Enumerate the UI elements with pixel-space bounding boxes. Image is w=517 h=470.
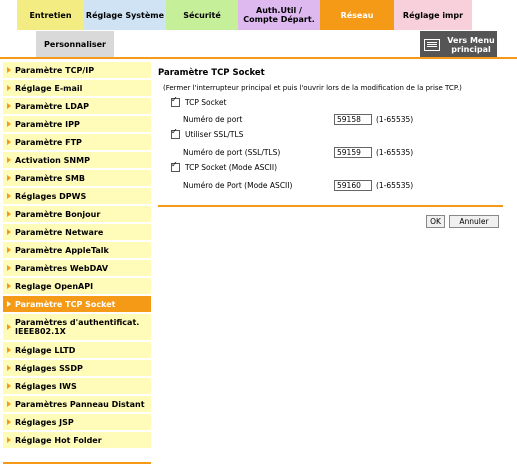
sidebar-item-dpws[interactable]: Réglages DPWS — [3, 188, 151, 205]
port-input[interactable] — [334, 114, 372, 125]
main-menu-label: Vers Menu principal — [447, 35, 495, 54]
tab-auth-util[interactable]: Auth.Util / Compte Départ. — [238, 0, 320, 30]
sidebar-item-ftp[interactable]: Paramètre FTP — [3, 134, 151, 151]
sidebar-item-ssdp[interactable]: Réglages SSDP — [3, 360, 151, 377]
sidebar-item-netware[interactable]: Paramètre Netware — [3, 224, 151, 241]
tcp-socket-checkbox[interactable] — [171, 98, 180, 107]
ssl-tls-checkbox[interactable] — [171, 130, 180, 139]
port-label: Numéro de port — [183, 115, 243, 124]
tab-reseau[interactable]: Réseau — [320, 0, 394, 30]
sidebar-item-bonjour[interactable]: Paramètre Bonjour — [3, 206, 151, 223]
top-tab-bar — [0, 0, 517, 30]
ascii-port-range: (1-65535) — [376, 181, 414, 190]
ascii-mode-option[interactable] — [171, 163, 277, 172]
sidebar-item-tcp-socket[interactable]: Paramètre TCP Socket — [3, 296, 151, 313]
sidebar-bottom-divider — [3, 462, 151, 464]
ssl-port-range: (1-65535) — [376, 148, 414, 157]
tab-reglage-systeme[interactable]: Réglage Système — [84, 0, 166, 30]
tcp-socket-label: TCP Socket — [185, 98, 227, 107]
sidebar — [3, 62, 151, 449]
tab-entretien[interactable]: Entretien — [17, 0, 84, 30]
ascii-port-input[interactable] — [334, 180, 372, 191]
ascii-port-label: Numéro de Port (Mode ASCII) — [183, 181, 293, 190]
menu-icon — [424, 39, 440, 51]
sidebar-item-webdav[interactable]: Paramètres WebDAV — [3, 260, 151, 277]
ssl-port-input[interactable] — [334, 147, 372, 158]
sidebar-item-ipp[interactable]: Paramètre IPP — [3, 116, 151, 133]
tcp-socket-option[interactable] — [171, 98, 226, 107]
ssl-tls-label: Utiliser SSL/TLS — [185, 130, 244, 139]
port-range: (1-65535) — [376, 115, 414, 124]
sidebar-item-ieee8021x[interactable]: Paramètres d'authentificat. IEEE802.1X — [3, 314, 151, 341]
sidebar-item-iws[interactable]: Réglages IWS — [3, 378, 151, 395]
ssl-port-label: Numéro de port (SSL/TLS) — [183, 148, 281, 157]
sidebar-item-tcp-ip[interactable]: Paramètre TCP/IP — [3, 62, 151, 79]
sidebar-item-smb[interactable]: Paramètre SMB — [3, 170, 151, 187]
sidebar-item-hot-folder[interactable]: Réglage Hot Folder — [3, 432, 151, 449]
ssl-tls-option[interactable] — [171, 130, 243, 139]
page-title: Paramètre TCP Socket — [158, 68, 265, 78]
sidebar-item-snmp[interactable]: Activation SNMP — [3, 152, 151, 169]
tab-securite[interactable]: Sécurité — [166, 0, 238, 30]
sidebar-item-jsp[interactable]: Réglages JSP — [3, 414, 151, 431]
sidebar-item-ldap[interactable]: Paramètre LDAP — [3, 98, 151, 115]
cancel-button[interactable]: Annuler — [449, 215, 499, 228]
header-divider — [0, 57, 517, 59]
content-divider — [158, 205, 503, 207]
sidebar-item-openapi[interactable]: Reglage OpenAPI — [3, 278, 151, 295]
restart-note: (Fermer l'interrupteur principal et puis l'ouvrir lors de la modification de la prise TCP.) — [163, 84, 462, 92]
main-menu-button[interactable] — [420, 31, 497, 58]
sidebar-item-lltd[interactable]: Réglage LLTD — [3, 342, 151, 359]
main-panel — [158, 68, 503, 78]
tab-reglage-impr[interactable]: Réglage impr — [394, 0, 472, 30]
ok-button[interactable]: OK — [426, 215, 445, 228]
sidebar-item-appletalk[interactable]: Paramètre AppleTalk — [3, 242, 151, 259]
sidebar-item-panneau-distant[interactable]: Paramètres Panneau Distant — [3, 396, 151, 413]
tab-personnaliser[interactable]: Personnaliser — [36, 31, 114, 57]
sidebar-item-email[interactable]: Réglage E-mail — [3, 80, 151, 97]
ascii-mode-checkbox[interactable] — [171, 163, 180, 172]
ascii-mode-label: TCP Socket (Mode ASCII) — [185, 163, 277, 172]
